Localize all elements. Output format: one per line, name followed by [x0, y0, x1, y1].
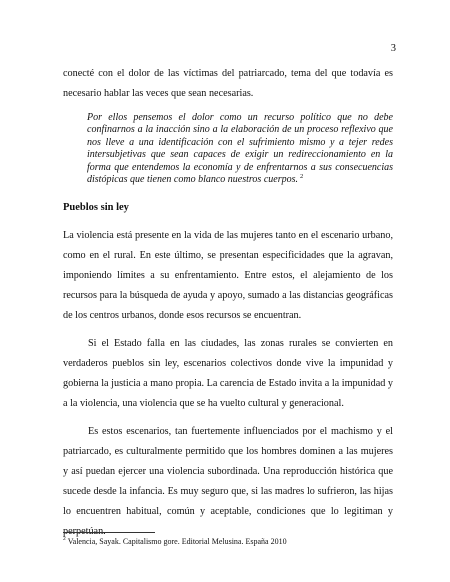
section-paragraph: La violencia está presente en la vida de las mujeres tanto en el escenario urbano, como en el rural. En este último, se presentan especificidades que la agravan, imponiendo límites a su enfrentamiento. Entre estos, el alejamiento de los recursos para la búsqueda de ayuda y apoyo, sumado a las distancias geográficas de los centros urbanos, donde esos recursos se encuentran. — [63, 230, 393, 322]
quote-text: Por ellos pensemos el dolor como un recurso político que no debe confinarnos a la inacción sino a la elaboración de un proceso reflexivo que nos lleve a una identificación con el sufrimiento mismo y a tejer redes intersubjetivas que sean capaces de exigir un redireccionamiento en la forma que entendemos la economía y de enfrentarnos a sus consecuencias distópicas que tienen como blanco nuestros cuerpos. — [87, 112, 393, 186]
footnote-text: Valencia, Sayak. Capitalismo gore. Editorial Melusina. España 2010 — [67, 537, 287, 546]
quote-footnote-ref: 2 — [300, 172, 304, 180]
footnote-divider — [63, 532, 155, 533]
footnote-marker: 2 — [63, 536, 66, 543]
page-number: 3 — [390, 43, 396, 54]
section-paragraph: Es estos escenarios, tan fuertemente influenciados por el machismo y el patriarcado, es culturalmente permitido que los hombres dominen a las mujeres y así puedan ejercer una violencia subordinada. Una reproducción histórica que sucede desde la infancia. Es muy seguro que, si las madres lo sufrieron, las hijas lo encuentren habitual, común y aceptable, condiciones que lo legitiman y perpetúan. — [63, 426, 393, 538]
footnote — [63, 537, 287, 547]
section-body — [63, 226, 393, 542]
intro-paragraph: conecté con el dolor de las víctimas del patriarcado, tema del que todavía es necesario hablar las veces que sean necesarias. — [63, 68, 393, 99]
block-quote — [87, 112, 393, 186]
section-heading: Pueblos sin ley — [63, 202, 129, 214]
section-paragraph: Si el Estado falla en las ciudades, las zonas rurales se convierten en verdaderos pueblos sin ley, escenarios colectivos donde vive la impunidad y gobierna la justicia a mano propia. La carencia de Estado invita a la impunidad y a la violencia, una violencia que se ha vuelto cultural y generacional. — [63, 338, 393, 410]
page-content — [63, 64, 393, 542]
